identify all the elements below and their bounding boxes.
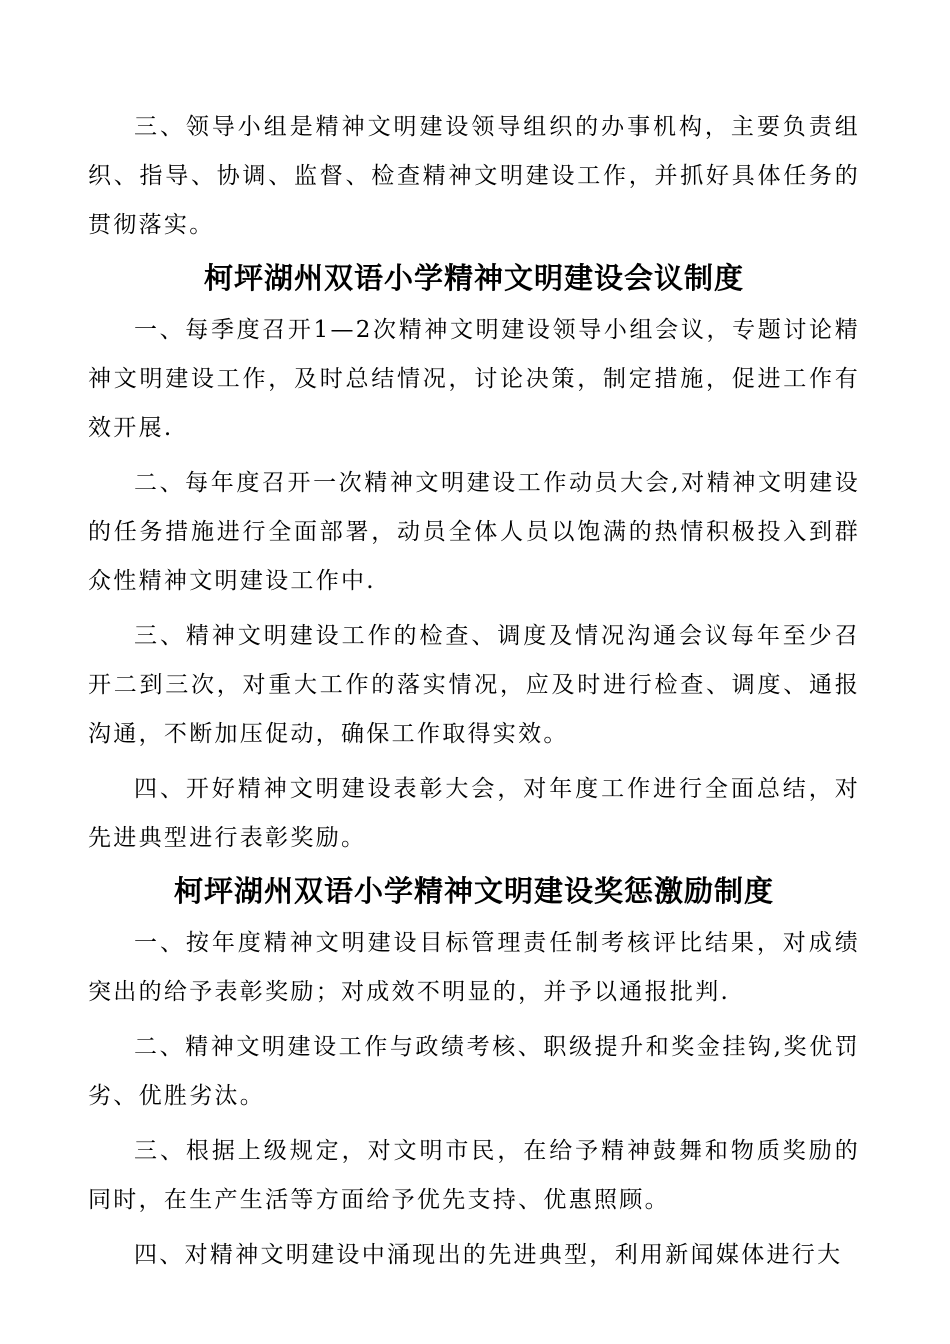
paragraph: 二、每年度召开一次精神文明建设工作动员大会,对精神文明建设的任务措施进行全面部署，动员全体人员以饱满的热情积极投入到群众性精神文明建设工作中. (88, 470, 860, 594)
paragraph: 四、开好精神文明建设表彰大会，对年度工作进行全面总结，对先进典型进行表彰奖励。 (88, 776, 860, 851)
paragraph: 一、按年度精神文明建设目标管理责任制考核评比结果，对成绩突出的给予表彰奖励；对成效不明显的，并予以通报批判. (88, 930, 860, 1005)
section-title-reward: 柯坪湖州双语小学精神文明建设奖惩激励制度 (173, 874, 774, 908)
paragraph: 二、精神文明建设工作与政绩考核、职级提升和奖金挂钩,奖优罚劣、优胜劣汰。 (88, 1034, 860, 1109)
paragraph: 三、精神文明建设工作的检查、调度及情况沟通会议每年至少召开二到三次，对重大工作的落实情况，应及时进行检查、调度、通报沟通，不断加压促动，确保工作取得实效。 (88, 623, 860, 747)
document-page (88, 103, 860, 1280)
paragraph: 三、根据上级规定，对文明市民，在给予精神鼓舞和物质奖励的同时，在生产生活等方面给予优先支持、优惠照顾。 (88, 1138, 860, 1213)
paragraph: 四、对精神文明建设中涌现出的先进典型，利用新闻媒体进行大 (134, 1242, 843, 1268)
paragraph: 三、领导小组是精神文明建设领导组织的办事机构，主要负责组织、指导、协调、监督、检查精神文明建设工作，并抓好具体任务的贯彻落实。 (88, 114, 860, 238)
section-title-meeting: 柯坪湖州双语小学精神文明建设会议制度 (203, 261, 744, 295)
paragraph: 一、每季度召开1—2次精神文明建设领导小组会议，专题讨论精神文明建设工作，及时总结情况，讨论决策，制定措施，促进工作有效开展. (88, 317, 860, 441)
